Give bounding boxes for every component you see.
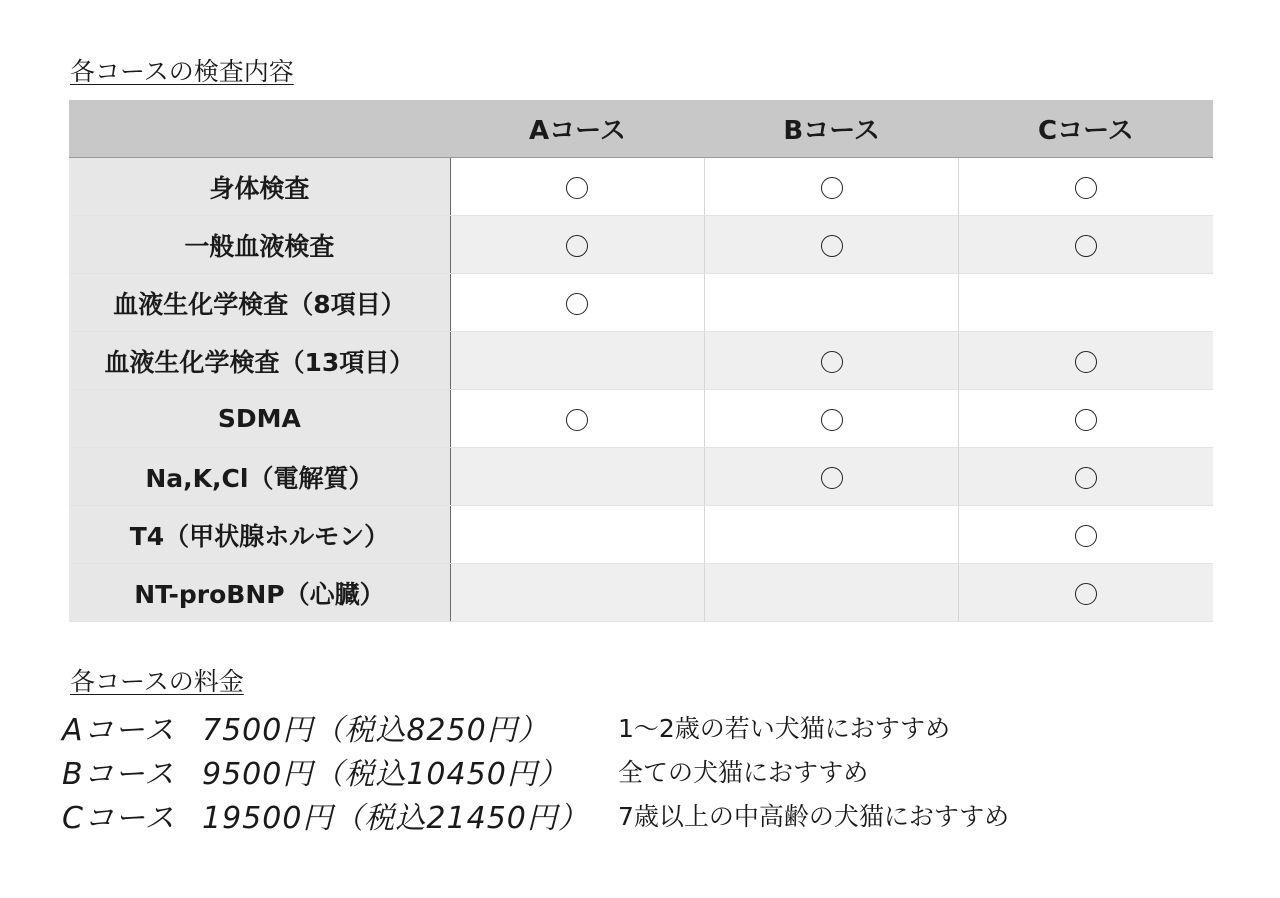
course-cell-b bbox=[705, 506, 959, 564]
included-circle-icon bbox=[1075, 583, 1097, 605]
included-circle-icon bbox=[1075, 525, 1097, 547]
course-cell-c bbox=[959, 506, 1213, 564]
course-price: 9500円（税込10450円） bbox=[202, 757, 569, 792]
table-row bbox=[69, 506, 1213, 564]
course-cell-c bbox=[959, 332, 1213, 390]
course-cell-a bbox=[450, 390, 704, 448]
included-circle-icon bbox=[566, 235, 588, 257]
included-circle-icon bbox=[1075, 177, 1097, 199]
course-recommendation: 全ての犬猫におすすめ bbox=[618, 758, 869, 787]
table-header-row bbox=[69, 100, 1213, 158]
included-circle-icon bbox=[1075, 235, 1097, 257]
course-cell-a bbox=[450, 332, 704, 390]
course-cell-b bbox=[705, 390, 959, 448]
course-cell-c bbox=[959, 274, 1213, 332]
test-name-cell: 血液生化学検査（8項目） bbox=[69, 274, 450, 332]
course-name: Aコース bbox=[62, 713, 176, 748]
course-cell-a bbox=[450, 448, 704, 506]
included-circle-icon bbox=[821, 467, 843, 489]
table-row bbox=[69, 216, 1213, 274]
test-name-cell: T4（甲状腺ホルモン） bbox=[69, 506, 450, 564]
course-name: Bコース bbox=[62, 757, 176, 792]
course-cell-b bbox=[705, 332, 959, 390]
header-empty-cell bbox=[69, 100, 450, 158]
table-row bbox=[69, 390, 1213, 448]
course-cell-b bbox=[705, 274, 959, 332]
included-circle-icon bbox=[1075, 467, 1097, 489]
course-cell-c bbox=[959, 448, 1213, 506]
included-circle-icon bbox=[1075, 409, 1097, 431]
course-cell-a bbox=[450, 506, 704, 564]
test-name-cell: 身体検査 bbox=[69, 158, 450, 216]
course-cell-c bbox=[959, 216, 1213, 274]
test-name-cell: 一般血液検査 bbox=[69, 216, 450, 274]
table-row bbox=[69, 158, 1213, 216]
included-circle-icon bbox=[566, 409, 588, 431]
course-cell-b bbox=[705, 158, 959, 216]
course-cell-a bbox=[450, 216, 704, 274]
course-cell-c bbox=[959, 390, 1213, 448]
tests-heading: 各コースの検査内容 bbox=[70, 57, 294, 86]
test-name-cell: Na,K,Cl（電解質） bbox=[69, 448, 450, 506]
included-circle-icon bbox=[821, 235, 843, 257]
test-name-cell: NT-proBNP（心臓） bbox=[69, 564, 450, 622]
header-course-c: Cコース bbox=[959, 100, 1213, 158]
table-row bbox=[69, 448, 1213, 506]
included-circle-icon bbox=[566, 177, 588, 199]
course-tests-table bbox=[69, 100, 1213, 622]
included-circle-icon bbox=[821, 351, 843, 373]
course-cell-a bbox=[450, 274, 704, 332]
table-row bbox=[69, 274, 1213, 332]
course-name: Cコース bbox=[62, 801, 176, 836]
course-cell-a bbox=[450, 564, 704, 622]
course-cell-b bbox=[705, 564, 959, 622]
included-circle-icon bbox=[821, 409, 843, 431]
course-price: 7500円（税込8250円） bbox=[202, 713, 549, 748]
test-name-cell: SDMA bbox=[69, 390, 450, 448]
course-cell-c bbox=[959, 158, 1213, 216]
header-course-a: Aコース bbox=[450, 100, 704, 158]
included-circle-icon bbox=[821, 177, 843, 199]
course-price: 19500円（税込21450円） bbox=[202, 801, 589, 836]
table-row bbox=[69, 564, 1213, 622]
header-course-b: Bコース bbox=[705, 100, 959, 158]
table-row bbox=[69, 332, 1213, 390]
course-cell-c bbox=[959, 564, 1213, 622]
prices-heading: 各コースの料金 bbox=[70, 667, 244, 696]
course-cell-a bbox=[450, 158, 704, 216]
course-cell-b bbox=[705, 448, 959, 506]
table-body bbox=[69, 158, 1213, 622]
included-circle-icon bbox=[1075, 351, 1097, 373]
course-recommendation: 1〜2歳の若い犬猫におすすめ bbox=[618, 714, 951, 743]
test-name-cell: 血液生化学検査（13項目） bbox=[69, 332, 450, 390]
course-cell-b bbox=[705, 216, 959, 274]
included-circle-icon bbox=[566, 293, 588, 315]
course-recommendation: 7歳以上の中高齢の犬猫におすすめ bbox=[618, 802, 1010, 831]
